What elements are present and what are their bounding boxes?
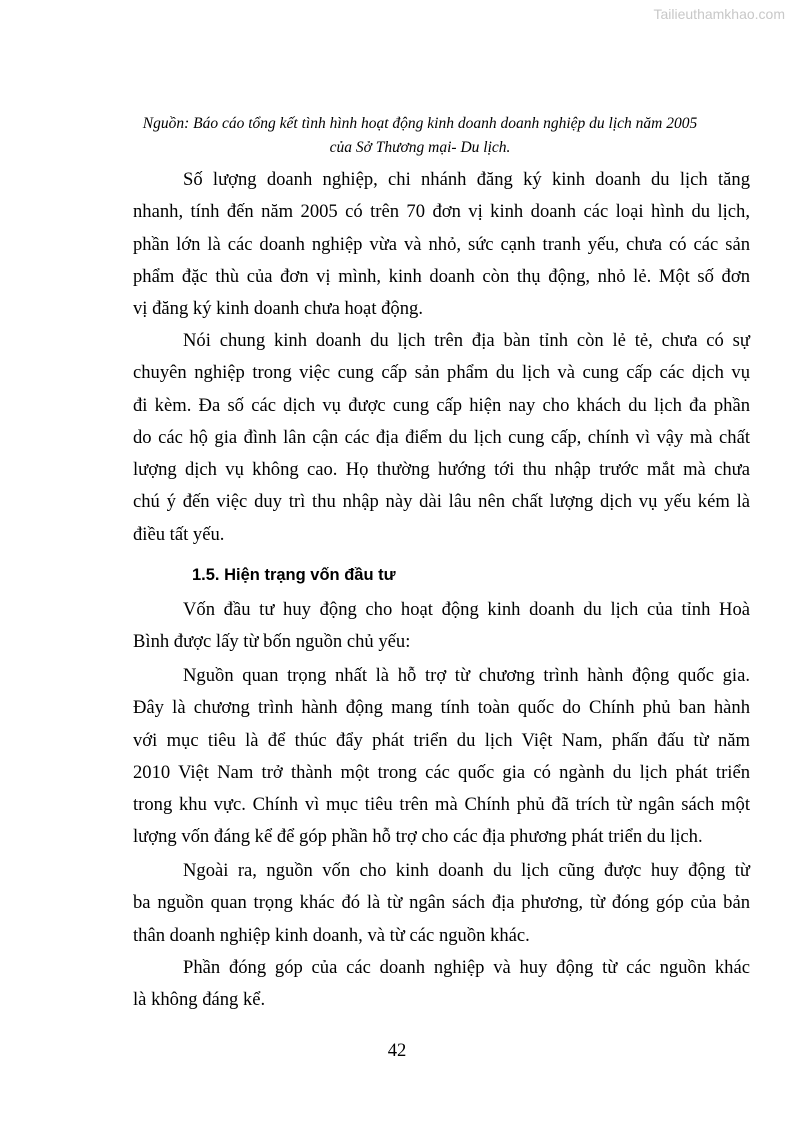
paragraph-3 <box>133 594 750 659</box>
text-line: ba nguồn quan trọng khác đó là từ ngân sách địa phương, từ đóng góp của bản <box>133 892 750 914</box>
text-line: Ngoài ra, nguồn vốn cho kinh doanh du lịch cũng được huy động từ <box>183 860 750 881</box>
text-line: Nói chung kinh doanh du lịch trên địa bàn tỉnh còn lẻ tẻ, chưa có sự <box>183 330 750 351</box>
text-line: do các hộ gia đình lân cận các địa điểm du lịch cung cấp, chính vì vậy mà chất <box>133 426 750 448</box>
text-line: phẩm đặc thù của đơn vị mình, kinh doanh còn thụ động, nhỏ lẻ. Một số đơn <box>133 265 750 287</box>
paragraph-1 <box>133 164 750 325</box>
text-line: thân doanh nghiệp kinh doanh, và từ các nguồn khác. <box>133 924 530 946</box>
text-line: là không đáng kể. <box>133 989 266 1011</box>
text-line: phần lớn là các doanh nghiệp vừa và nhỏ, sức cạnh tranh yếu, chưa có các sản <box>133 233 750 255</box>
paragraph-6 <box>133 952 750 1017</box>
paragraph-4 <box>133 660 750 854</box>
text-line: Bình được lấy từ bốn nguồn chủ yếu: <box>133 631 411 653</box>
text-line: lượng dịch vụ không cao. Họ thường hướng tới thu nhập trước mắt mà chưa <box>133 459 750 481</box>
caption-line: của Sở Thương mại- Du lịch. <box>329 139 511 156</box>
page-number: 42 <box>387 1040 407 1061</box>
text-line: vị đăng ký kinh doanh chưa hoạt động. <box>133 298 423 320</box>
text-line: 2010 Việt Nam trở thành một trong các quốc gia có ngành du lịch phát triển <box>133 761 750 783</box>
text-line: chuyên nghiệp trong việc cung cấp sản phẩm du lịch và cung cấp các dịch vụ <box>133 362 750 384</box>
section-heading: 1.5. Hiện trạng vốn đầu tư <box>192 566 396 584</box>
text-line: Đây là chương trình hành động mang tính toàn quốc do Chính phủ ban hành <box>133 697 750 719</box>
text-line: Số lượng doanh nghiệp, chi nhánh đăng ký kinh doanh du lịch tăng <box>183 169 750 190</box>
text-line: Nguồn quan trọng nhất là hỗ trợ từ chương trình hành động quốc gia. <box>183 665 750 686</box>
text-line: Phần đóng góp của các doanh nghiệp và huy động từ các nguồn khác <box>183 957 750 978</box>
text-line: đi kèm. Đa số các dịch vụ được cung cấp hiện nay cho khách du lịch đa phần <box>133 394 750 416</box>
paragraph-2 <box>133 325 750 551</box>
paragraph-5 <box>133 855 750 952</box>
text-line: lượng vốn đáng kể để góp phần hỗ trợ cho các địa phương phát triển du lịch. <box>133 826 703 848</box>
text-line: chú ý đến việc duy trì thu nhập này dài lâu nên chất lượng dịch vụ yếu kém là <box>133 491 750 513</box>
text-line: trong khu vực. Chính vì mục tiêu trên mà Chính phủ đã trích từ ngân sách một <box>133 794 750 816</box>
caption-line: Nguồn: Báo cáo tổng kết tình hình hoạt động kinh doanh doanh nghiệp du lịch năm 2005 <box>142 115 698 132</box>
text-line: với mục tiêu là để thúc đẩy phát triển du lịch Việt Nam, phấn đấu từ năm <box>133 729 750 751</box>
text-line: điều tất yếu. <box>133 523 225 545</box>
text-line: nhanh, tính đến năm 2005 có trên 70 đơn vị kinh doanh các loại hình du lịch, <box>133 201 750 223</box>
text-line: Vốn đầu tư huy động cho hoạt động kinh doanh du lịch của tỉnh Hoà <box>183 599 750 620</box>
watermark: Tailieuthamkhao.com <box>653 6 785 22</box>
source-caption <box>100 112 740 160</box>
